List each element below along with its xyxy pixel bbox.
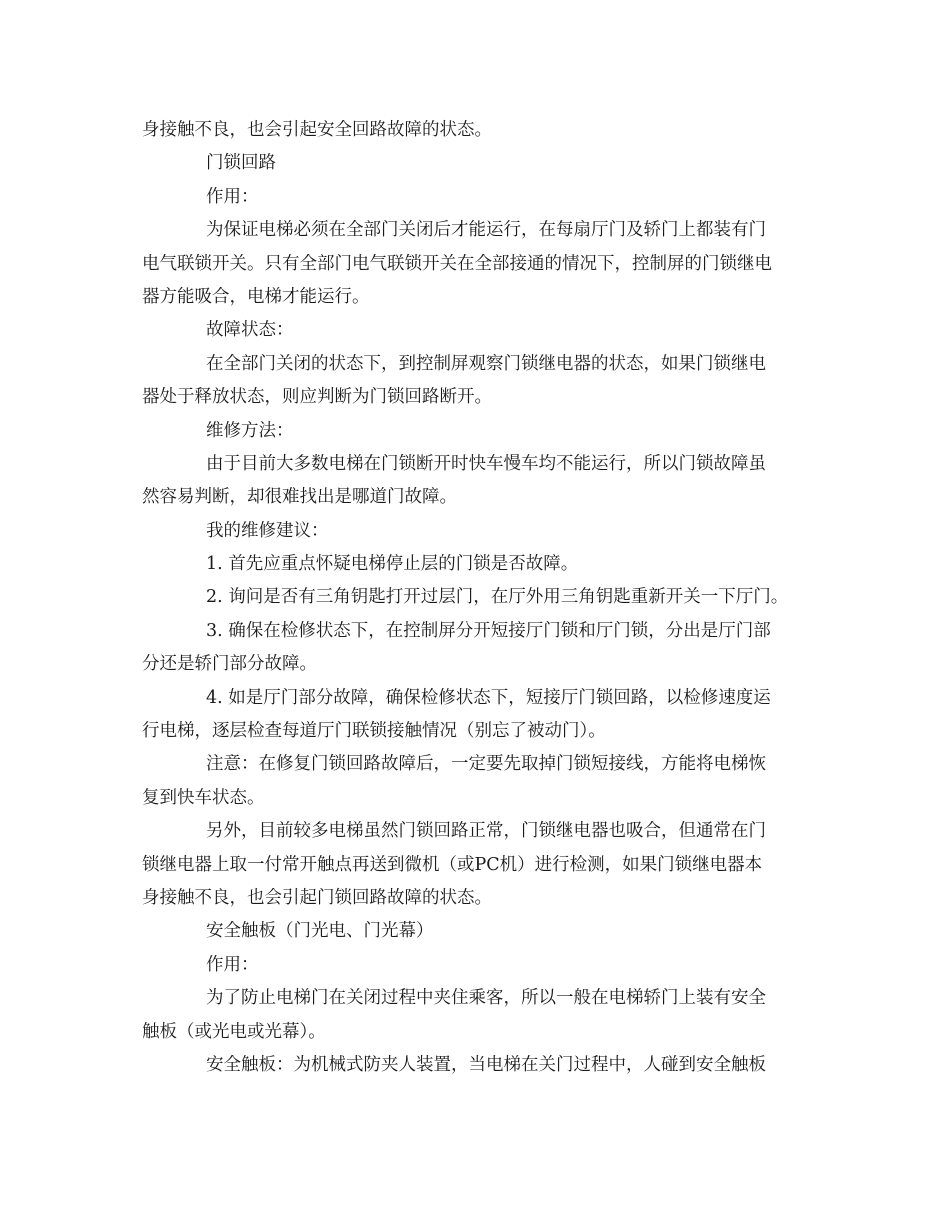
paragraph-line: 1. 首先应重点怀疑电梯停止层的门锁是否故障。: [206, 554, 579, 575]
paragraph-line: 然容易判断，却很难找出是哪道门故障。: [142, 487, 457, 508]
paragraph-line: 身接触不良，也会引起门锁回路故障的状态。: [142, 887, 492, 908]
paragraph-line: 器处于释放状态，则应判断为门锁回路断开。: [142, 387, 492, 408]
paragraph-line: 另外，目前较多电梯虽然门锁回路正常，门锁继电器也吸合，但通常在门: [206, 821, 766, 842]
paragraph-line: 身接触不良，也会引起安全回路故障的状态。: [142, 120, 492, 140]
paragraph-line: 维修方法：: [206, 420, 294, 441]
paragraph-line: 4. 如是厅门部分故障，确保检修状态下，短接厅门锁回路，以检修速度运: [206, 687, 771, 708]
paragraph-line: 触板（或光电或光幕）。: [142, 1021, 326, 1042]
paragraph-line: 为了防止电梯门在关闭过程中夹住乘客，所以一般在电梯轿门上装有安全: [206, 988, 766, 1009]
paragraph-line: 由于目前大多数电梯在门锁断开时快车慢车均不能运行，所以门锁故障虽: [206, 453, 766, 474]
paragraph-line: 分还是轿门部分故障。: [142, 654, 317, 675]
paragraph-line: 行电梯，逐层检查每道厅门联锁接触情况（别忘了被动门）。: [142, 721, 606, 742]
paragraph-line: 我的维修建议：: [206, 520, 329, 541]
paragraph-line: 器方能吸合，电梯才能运行。: [142, 286, 370, 307]
paragraph-line: 2. 询问是否有三角钥匙打开过层门，在厅外用三角钥匙重新开关一下厅门。: [206, 587, 789, 608]
paragraph-line: 故障状态：: [206, 320, 294, 341]
paragraph-line: 电气联锁开关。只有全部门电气联锁开关在全部接通的情况下，控制屏的门锁继电: [142, 253, 772, 274]
paragraph-line: 安全触板：为机械式防夹人装置，当电梯在关门过程中，人碰到安全触板: [206, 1054, 766, 1075]
document-body: [142, 114, 814, 1082]
paragraph-line: 锁继电器上取一付常开触点再送到微机（或PC机）进行检测，如果门锁继电器本: [142, 854, 763, 875]
paragraph-line: 注意：在修复门锁回路故障后，一定要先取掉门锁短接线，方能将电梯恢: [206, 754, 766, 775]
paragraph-line: 门锁回路: [206, 153, 276, 174]
paragraph-line: 复到快车状态。: [142, 787, 265, 808]
paragraph-line: 作用：: [206, 186, 259, 207]
paragraph-line: 在全部门关闭的状态下，到控制屏观察门锁继电器的状态，如果门锁继电: [206, 353, 766, 374]
paragraph-line: 作用：: [206, 954, 259, 975]
paragraph-line: 安全触板（门光电、门光幕）: [206, 921, 434, 942]
paragraph-line: 为保证电梯必须在全部门关闭后才能运行，在每扇厅门及轿门上都装有门: [206, 220, 766, 241]
paragraph-line: 3. 确保在检修状态下，在控制屏分开短接厅门锁和厅门锁，分出是厅门部: [206, 620, 771, 641]
